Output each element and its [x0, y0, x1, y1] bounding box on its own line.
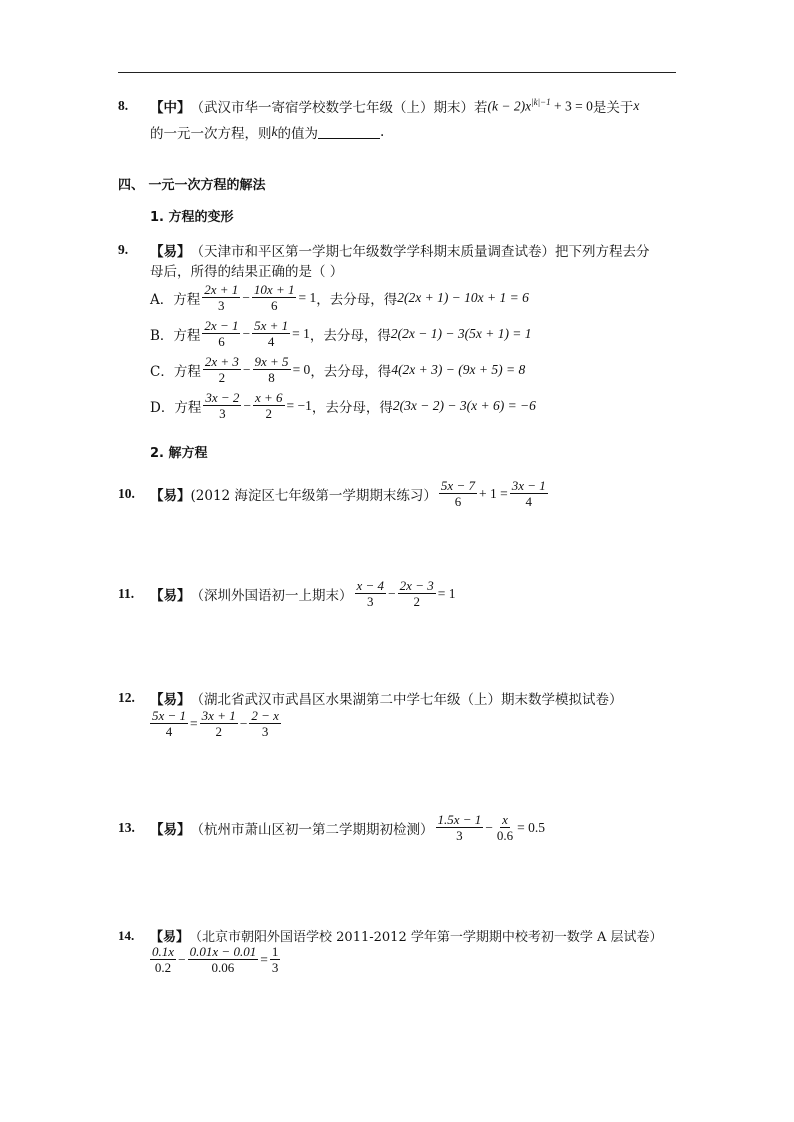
difficulty-tag: 【易】 [150, 244, 191, 260]
fraction: $\frac{x}{0.6}$ [496, 812, 514, 843]
question-text: （天津市和平区第一学期七年级数学学科期末质量调查试卷）把下列方程去分 [190, 244, 650, 260]
text: 的值为 [277, 126, 318, 142]
difficulty-tag: 【中】 [150, 100, 191, 116]
option-label: C．方程 [150, 363, 201, 380]
fraction: $\frac{10x + 1}{6}$ [253, 282, 295, 313]
difficulty-tag: 【易】 [150, 930, 190, 945]
result-equation: 4(2x + 3) − (9x + 5) = 8 [391, 361, 526, 377]
variable: k [271, 124, 278, 139]
question-source: （北京市朝阳外国语学校 2011-2012 学年第一学期期中校考初一数学 A 层试卷） [189, 930, 663, 945]
fraction: $\frac{x - 4}{3}$ [356, 578, 385, 609]
option-c: C．方程 $\frac{2x + 3}{2}$ − $\frac{9x + 5}{8}$ = 0 ，去分母，得 4(2x + 3) − (9x + 5) = 8 [150, 354, 526, 385]
option-d: D．方程 $\frac{3x - 2}{3}$ − $\frac{x + 6}{2}$ = −1 ，去分母，得 2(3x − 2) − 3(x + 6) = −6 [150, 390, 536, 421]
fraction: $\frac{0.01x - 0.01}{0.06}$ [189, 944, 257, 975]
question-source: （深圳外国语初一上期末） [190, 587, 353, 604]
question-11: 11. 【易】 （深圳外国语初一上期末） $\frac{x - 4}{3}$ − $\frac{2x - 3}{2}$ = 1 [118, 578, 456, 609]
question-9-line2: 母后，所得的结果正确的是（ ） [150, 264, 344, 280]
fraction: $\frac{x + 6}{2}$ [255, 390, 283, 421]
option-label: D．方程 [150, 399, 202, 416]
subsection-heading: 2. 解方程 [150, 446, 208, 461]
difficulty-tag: 【易】 [150, 487, 191, 504]
question-8-line2 [150, 122, 384, 142]
question-10: 10. 【易】 (2012 海淀区七年级第一学期期末练习） $\frac{5x - 7}{6}$ + 1 = $\frac{3x - 1}{4}$ [118, 478, 546, 509]
fraction: $\frac{2x + 1}{3}$ [204, 282, 239, 313]
difficulty-tag: 【易】 [150, 821, 191, 838]
question-13: 13. 【易】 （杭州市萧山区初一第二学期期初检测） $\frac{1.5x - 1}{3}$ − $\frac{x}{0.6}$ = 0.5 [118, 812, 546, 843]
fraction: $\frac{1}{3}$ [271, 944, 279, 975]
result-equation: 2(3x − 2) − 3(x + 6) = −6 [392, 397, 536, 413]
fraction: $\frac{9x + 5}{8}$ [254, 354, 289, 385]
option-a: A．方程 $\frac{2x + 1}{3}$ − $\frac{10x + 1}{6}$ = 1 ，去分母，得 2(2x + 1) − 10x + 1 = 6 [150, 282, 529, 313]
question-source: （湖北省武汉市武昌区水果湖第二中学七年级（上）期末数学模拟试卷） [190, 692, 623, 708]
header-rule [118, 72, 676, 73]
fraction: $\frac{2x - 3}{2}$ [399, 578, 434, 609]
fraction: $\frac{2x - 1}{6}$ [204, 318, 239, 349]
option-label: A．方程 [150, 291, 201, 308]
question-source: (2012 海淀区七年级第一学期期末练习） [190, 487, 437, 504]
question-14-line1 [118, 926, 663, 945]
variable: x [633, 98, 640, 113]
text: 是关于 [592, 100, 634, 116]
text: . [380, 124, 385, 140]
fraction: $\frac{1.5x - 1}{3}$ [437, 812, 482, 843]
result-equation: 2(2x − 1) − 3(5x + 1) = 1 [390, 325, 532, 341]
result-equation: 2(2x + 1) − 10x + 1 = 6 [397, 289, 529, 305]
question-number: 13. [118, 819, 135, 835]
fraction: $\frac{2x + 3}{2}$ [204, 354, 239, 385]
question-12-line1 [118, 688, 623, 708]
question-9-line1 [118, 240, 650, 260]
question-number: 9. [118, 242, 129, 257]
question-number: 10. [118, 485, 135, 501]
difficulty-tag: 【易】 [150, 692, 191, 708]
section-heading: 四、 一元一次方程的解法 [118, 178, 266, 193]
fraction: $\frac{2 - x}{3}$ [251, 708, 279, 739]
question-12-equation: $\frac{5x - 1}{4}$ = $\frac{3x + 1}{2}$ − $\frac{2 - x}{3}$ [152, 708, 279, 739]
option-b: B．方程 $\frac{2x - 1}{6}$ − $\frac{5x + 1}{4}$ = 1 ，去分母，得 2(2x − 1) − 3(5x + 1) = 1 [150, 318, 532, 349]
answer-blank[interactable] [318, 126, 380, 139]
text: 若 [474, 100, 488, 116]
option-label: B．方程 [150, 327, 201, 344]
question-number: 8. [118, 98, 129, 113]
fraction: $\frac{5x - 7}{6}$ [440, 478, 475, 509]
fraction: $\frac{3x - 2}{3}$ [205, 390, 240, 421]
subsection-heading: 1. 方程的变形 [150, 210, 234, 225]
question-number: 14. [118, 927, 135, 943]
fraction: $\frac{0.1x}{0.2}$ [152, 944, 175, 975]
question-number: 12. [118, 690, 135, 705]
question-14-equation: $\frac{0.1x}{0.2}$ − $\frac{0.01x - 0.01}{0.06}$ = $\frac{1}{3}$ [152, 944, 279, 975]
text: 的一元一次方程，则 [150, 126, 272, 142]
fraction: $\frac{5x - 1}{4}$ [152, 708, 187, 739]
question-number: 11. [118, 585, 135, 601]
difficulty-tag: 【易】 [150, 587, 191, 604]
question-8-line1 [118, 96, 639, 116]
fraction: $\frac{3x - 1}{4}$ [511, 478, 546, 509]
question-source: （杭州市萧山区初一第二学期期初检测） [190, 821, 434, 838]
fraction: $\frac{3x + 1}{2}$ [201, 708, 236, 739]
equation: $(k - 2)x^{|k|-1} + 3 = 0$ [487, 97, 593, 114]
fraction: $\frac{5x + 1}{4}$ [254, 318, 289, 349]
question-source: （武汉市华一寄宿学校数学七年级（上）期末） [190, 100, 474, 116]
